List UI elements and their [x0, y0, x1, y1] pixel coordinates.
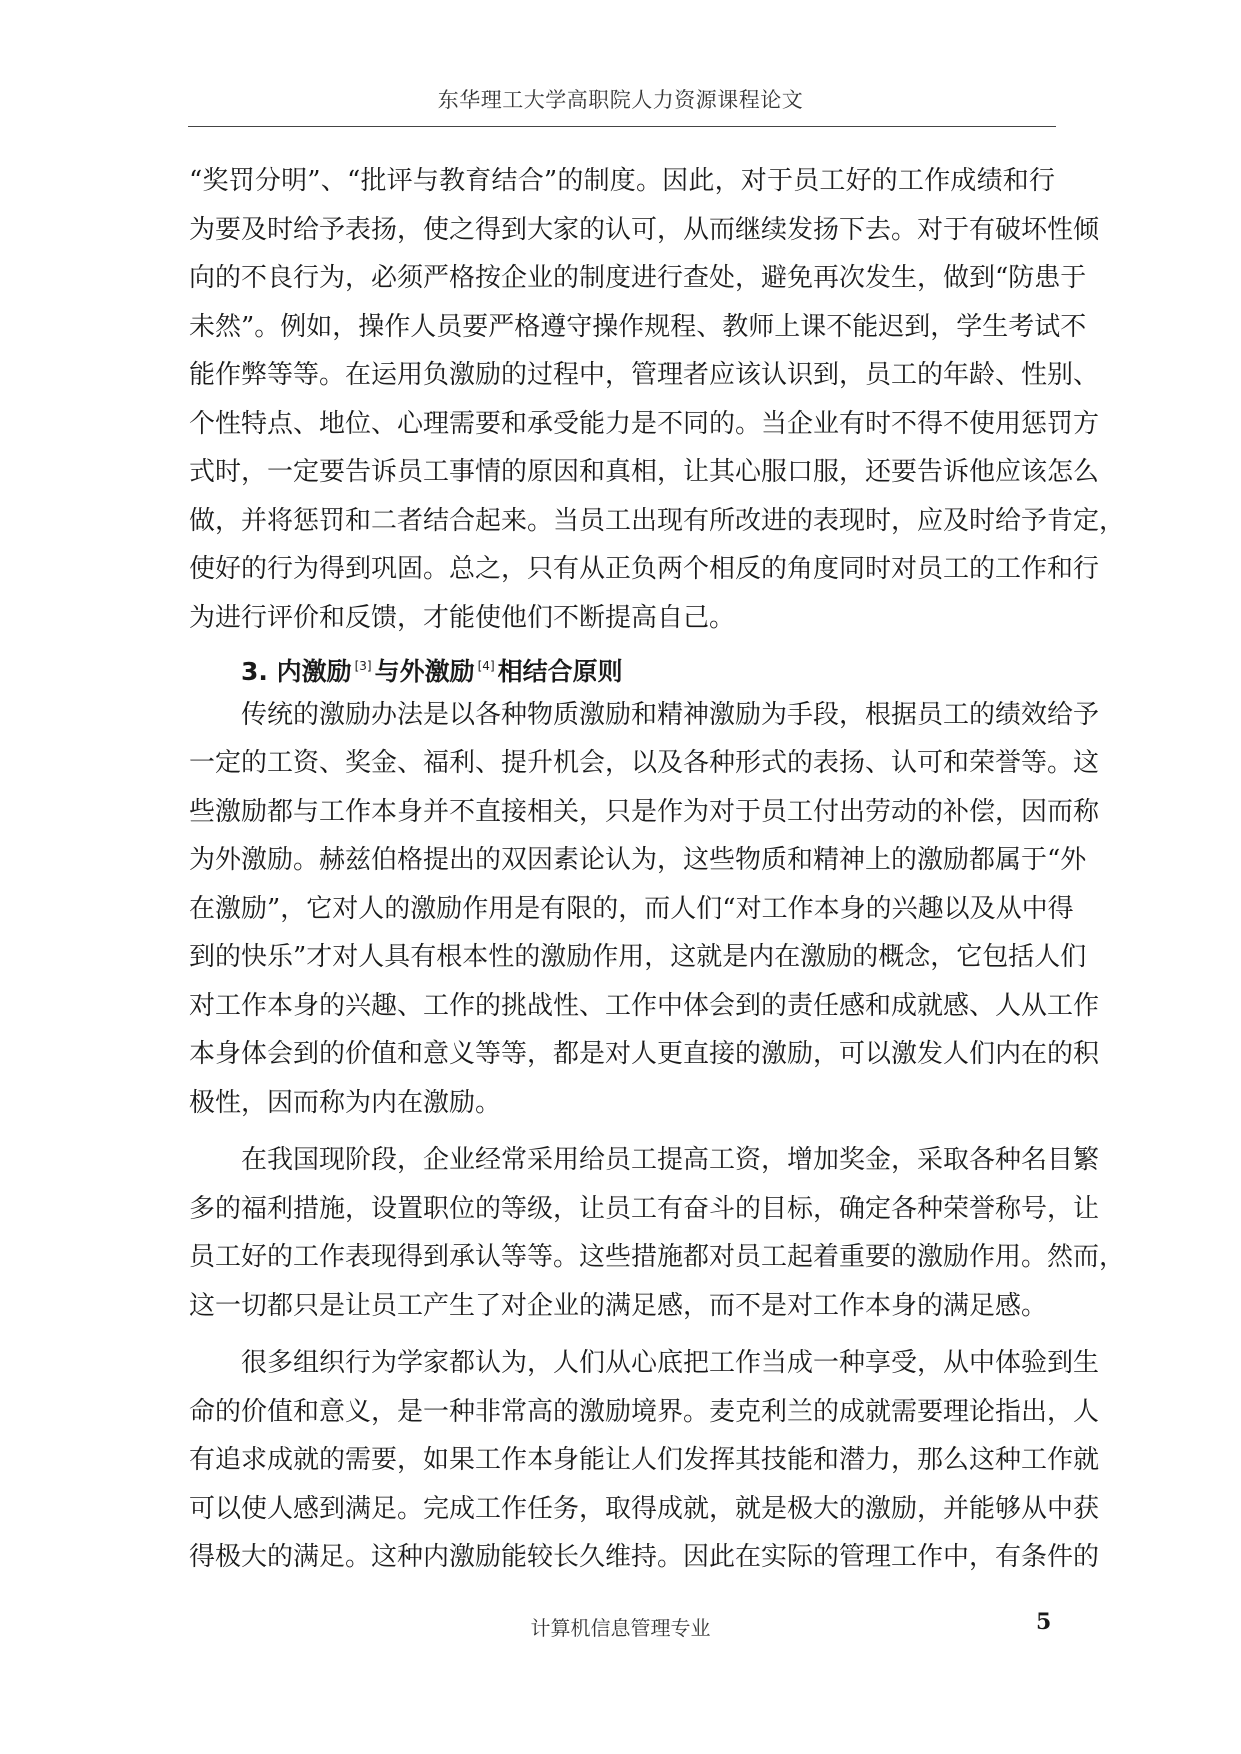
text-line: 在激励”，它对人的激励作用是有限的，而人们“对工作本身的兴趣以及从中得	[189, 893, 1074, 924]
paragraph-3	[189, 1136, 1126, 1330]
text-line: 些激励都与工作本身并不直接相关，只是作为对于员工付出劳动的补偿，因而称	[189, 796, 1100, 827]
text-line: 为进行评价和反馈，才能使他们不断提高自己。	[189, 602, 736, 633]
text-line: 向的不良行为，必须严格按企业的制度进行查处，避免再次发生，做到“防患于	[189, 263, 1087, 293]
text-line: 对工作本身的兴趣、工作的挑战性、工作中体会到的责任感和成就感、人从工作	[189, 990, 1100, 1021]
citation-ref: [4]	[477, 659, 495, 673]
paragraph-1	[189, 157, 1126, 642]
text-line: 到的快乐”才对人具有根本性的激励作用，这就是内在激励的概念，它包括人们	[189, 942, 1087, 972]
text-line: 命的价值和意义，是一种非常高的激励境界。麦克利兰的成就需要理论指出，人	[189, 1396, 1100, 1427]
section-heading	[189, 642, 1055, 691]
page-header-title: 东华理工大学高职院人力资源课程论文	[437, 88, 804, 112]
text-line: 员工好的工作表现得到承认等等。这些措施都对员工起着重要的激励作用。然而，	[189, 1242, 1126, 1272]
text-line: 式时，一定要告诉员工事情的原因和真相，让其心服口服，还要告诉他应该怎么	[189, 457, 1100, 487]
paragraph-4	[189, 1339, 1100, 1582]
citation-ref: [3]	[354, 659, 372, 673]
text-line: 极性，因而称为内在激励。	[189, 1087, 502, 1118]
heading-text: 相结合原则	[497, 657, 623, 686]
heading-text: 3. 内激励	[241, 657, 352, 686]
paragraph-spacer	[189, 1330, 1055, 1339]
paragraph-2	[189, 691, 1100, 1128]
text-line: “奖罚分明”、“批评与教育结合”的制度。因此，对于员工好的工作成绩和行	[189, 166, 1055, 196]
paragraph-spacer	[189, 1127, 1055, 1136]
heading-text: 与外激励	[374, 657, 475, 686]
text-line: 使好的行为得到巩固。总之，只有从正负两个相反的角度同时对员工的工作和行	[189, 554, 1100, 584]
text-line: 一定的工资、奖金、福利、提升机会，以及各种形式的表扬、认可和荣誉等。这	[189, 748, 1100, 778]
text-line: 个性特点、地位、心理需要和承受能力是不同的。当企业有时不得不使用惩罚方	[189, 408, 1100, 439]
text-line: 传统的激励办法是以各种物质激励和精神激励为手段，根据员工的绩效给予	[241, 699, 1100, 730]
document-body	[189, 157, 1126, 1582]
text-line: 本身体会到的价值和意义等等，都是对人更直接的激励，可以激发人们内在的积	[189, 1039, 1100, 1069]
text-line: 很多组织行为学家都认为，人们从心底把工作当成一种享受，从中体验到生	[241, 1348, 1100, 1378]
text-line: 得极大的满足。这种内激励能较长久维持。因此在实际的管理工作中，有条件的	[189, 1542, 1100, 1572]
text-line: 在我国现阶段，企业经常采用给员工提高工资，增加奖金，采取各种名目繁	[241, 1145, 1100, 1175]
header-divider	[188, 126, 1056, 127]
text-line: 多的福利措施，设置职位的等级，让员工有奋斗的目标，确定各种荣誉称号，让	[189, 1193, 1100, 1224]
text-line: 能作弊等等。在运用负激励的过程中，管理者应该认识到，员工的年龄、性别、	[189, 360, 1100, 390]
page-number: 5	[1036, 1609, 1052, 1635]
text-line: 为要及时给予表扬，使之得到大家的认可，从而继续发扬下去。对于有破坏性倾	[189, 214, 1100, 245]
text-line: 为外激励。赫兹伯格提出的双因素论认为，这些物质和精神上的激励都属于“外	[189, 845, 1087, 875]
text-line: 做，并将惩罚和二者结合起来。当员工出现有所改进的表现时，应及时给予肯定，	[189, 505, 1126, 536]
text-line: 这一切都只是让员工产生了对企业的满足感，而不是对工作本身的满足感。	[189, 1290, 1048, 1321]
page-footer-label: 计算机信息管理专业	[530, 1616, 711, 1640]
text-line: 有追求成就的需要，如果工作本身能让人们发挥其技能和潜力，那么这种工作就	[189, 1445, 1100, 1475]
text-line: 可以使人感到满足。完成工作任务，取得成就，就是极大的激励，并能够从中获	[189, 1493, 1100, 1524]
text-line: 未然”。例如，操作人员要严格遵守操作规程、教师上课不能迟到，学生考试不	[189, 311, 1087, 342]
